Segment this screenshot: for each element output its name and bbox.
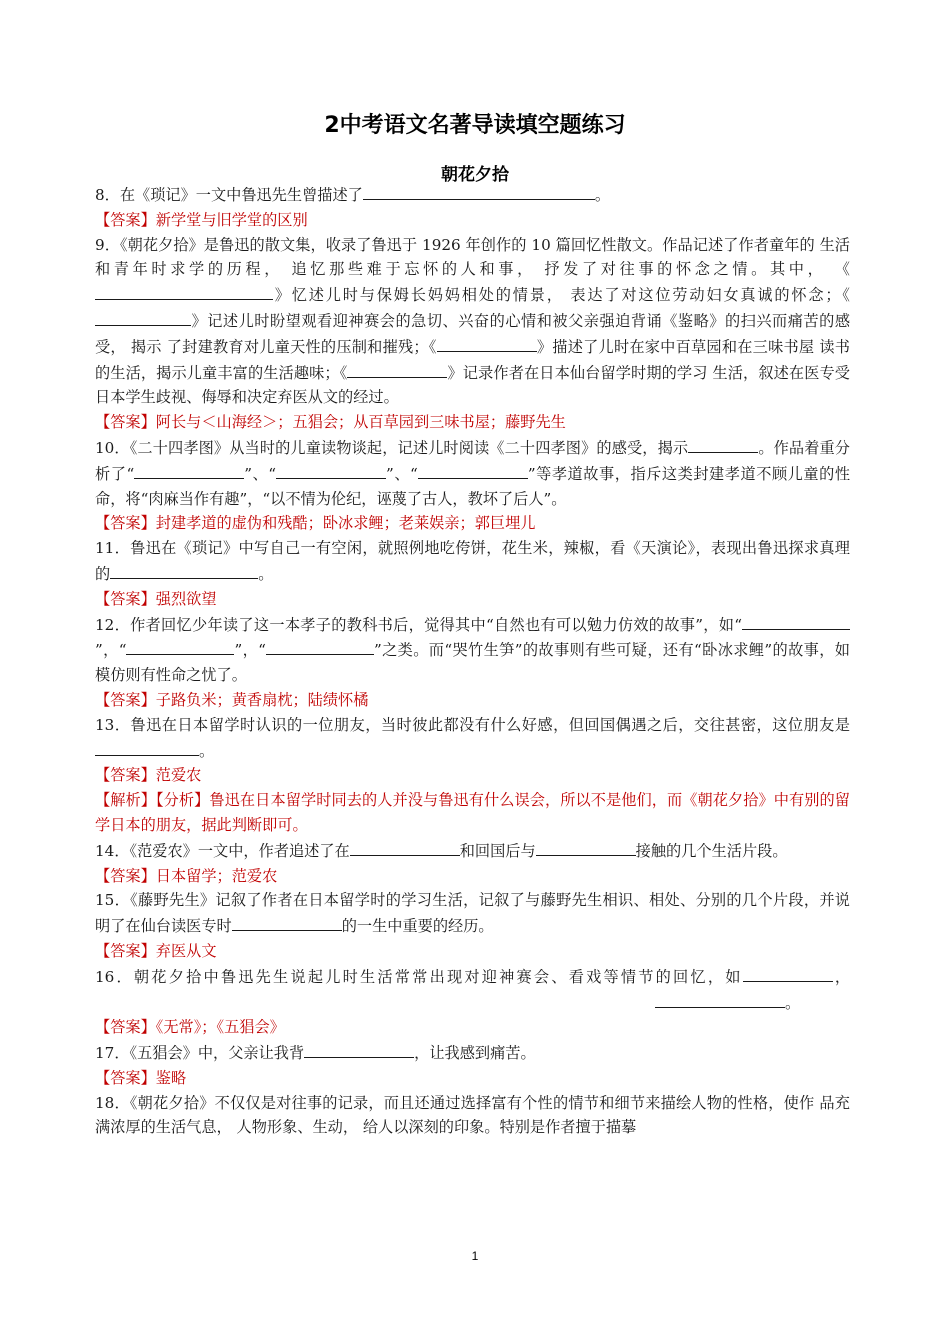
- section-title: 朝花夕拾: [441, 165, 509, 185]
- answer-11: 【答案】强烈欲望: [95, 589, 217, 608]
- question-15: 15．《藤野先生》记叙了作者在日本留学时的学习生活，记叙了与藤野先生相识、相处、分别的几个片段，并说明了在仙台读医专时 的一生中重要的经历。: [95, 891, 850, 936]
- answer-blank: [232, 913, 342, 931]
- answer-blank: [266, 637, 374, 655]
- question-8: 8．在《琐记》一文中鲁迅先生曾描述了 。: [95, 182, 850, 208]
- answer-17: 【答案】鉴略: [95, 1068, 187, 1087]
- answer-blank: [134, 461, 244, 479]
- answer-9: 【答案】阿长与＜山海经＞；五猖会；从百草园到三味书屋；藤野先生: [95, 413, 566, 432]
- question-16: 16．朝花夕拾中鲁迅先生说起儿时生活常常出现对迎神赛会、看戏等情节的回忆，如 ，。: [95, 964, 850, 1016]
- answer-10: 【答案】封建孝道的虚伪和残酷；卧冰求鲤；老莱娱亲；郭巨埋儿: [95, 514, 536, 533]
- answer-blank: [363, 182, 595, 200]
- question-11: 11．鲁迅在《琐记》中写自己一有空闲，就照例地吃侉饼，花生米，辣椒，看《天演论》，表现出鲁迅探求真理的 。: [95, 539, 850, 583]
- question-17: 17．《五猖会》中，父亲让我背 ，让我感到痛苦。: [95, 1040, 850, 1066]
- question-10: 10．《二十四孝图》从当时的儿童读物谈起，记述儿时阅读《二十四孝图》的感受，揭示 。作品着重分析了“ ”、“ ”、“ ”等孝道故事，指斥这类封建孝道不顾儿童的性命，将“肉麻当作有趣”，“以不情为伦纪，诬蔑了古人，教坏了后人”。: [95, 435, 850, 511]
- answer-blank: [742, 612, 850, 630]
- page-title: 2中考语文名著导读填空题练习: [324, 113, 626, 138]
- answer-blank: [347, 360, 447, 378]
- question-13: 13．鲁迅在日本留学时认识的一位朋友，当时彼此都没有什么好感，但回国偶遇之后，交往甚密，这位朋友是。: [95, 715, 850, 760]
- answer-blank: [95, 738, 199, 756]
- question-14: 14．《范爱农》一文中，作者追述了在 和回国后与 接触的几个生活片段。: [95, 838, 850, 864]
- answer-blank: [536, 838, 636, 856]
- question-9: 9．《朝花夕拾》是鲁迅的散文集，收录了鲁迅于 1926 年创作的 10 篇回忆性散文。作品记述了作者童年的 生活和青年时求学的历程， 追忆那些难于忘怀的人和事， 抒发了对往事的怀念之情。其中， 《》忆述儿时与保姆长妈妈相处的情景， 表达了对这位劳动妇女真诚的怀念；《》记述儿时盼望观看迎神赛会的急切、兴奋的心情和被父亲强迫背诵《鉴略》的扫兴而痛苦的感受， 揭示 了封建教育对儿童天性的压制和摧残；《 》描述了儿时在家中百草园和在三味书屋 读书的生活，揭示儿童丰富的生活趣味；《 》记录作者在日本仙台留学时期的学习 生活，叙述在医专受日本学生歧视、侮辱和决定弃医从文的经过。: [95, 235, 850, 407]
- answer-blank: [350, 838, 460, 856]
- question-12: 12．作者回忆少年读了这一本孝子的教科书后，觉得其中“自然也有可以勉力仿效的故事”，如“”，“ ”，“ ”之类。而“哭竹生笋”的故事则有些可疑，还有“卧冰求鲤”的故事，如模仿则有性命之忧了。: [95, 612, 850, 688]
- question-list: [95, 182, 850, 1140]
- answer-blank: [304, 1040, 414, 1058]
- page-number: 1: [471, 1249, 479, 1263]
- answer-12: 【答案】子路负米；黄香扇枕；陆绩怀橘: [95, 690, 369, 709]
- answer-blank: [655, 990, 785, 1008]
- answer-16: 【答案】《无常》；《五猖会》: [95, 1018, 285, 1037]
- analysis-13: 【解析】【分析】鲁迅在日本留学时同去的人并没与鲁迅有什么误会，所以不是他们，而《朝花夕拾》中有别的留学日本的朋友，据此判断即可。: [95, 791, 850, 834]
- answer-blank: [743, 964, 833, 982]
- answer-15: 【答案】弃医从文: [95, 941, 217, 960]
- answer-blank: [126, 637, 234, 655]
- answer-14: 【答案】日本留学；范爱农: [95, 866, 278, 885]
- answer-blank: [276, 461, 386, 479]
- answer-blank: [110, 561, 258, 579]
- answer-13: 【答案】范爱农: [95, 766, 202, 785]
- answer-blank: [688, 435, 758, 453]
- answer-blank: [418, 461, 528, 479]
- answer-blank: [437, 334, 537, 352]
- question-18: 18．《朝花夕拾》不仅仅是对往事的记录，而且还通过选择富有个性的情节和细节来描绘人物的性格，使作 品充满浓厚的生活气息， 人物形象、生动， 给人以深刻的印象。特别是作者擅于描摹: [95, 1093, 850, 1137]
- answer-blank: [95, 282, 273, 300]
- answer-blank: [95, 308, 191, 326]
- answer-8: 【答案】新学堂与旧学堂的区别: [95, 210, 308, 229]
